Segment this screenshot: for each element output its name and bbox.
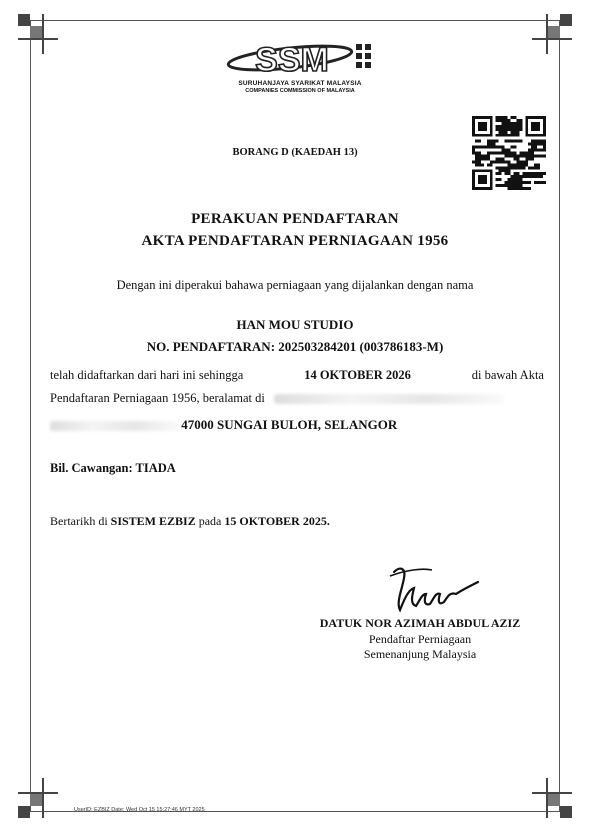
- dated-system: SISTEM EZBIZ: [110, 514, 196, 528]
- certificate-subtitle: AKTA PENDAFTARAN PERNIAGAAN 1956: [141, 233, 449, 249]
- body-line-2-start: Pendaftaran Perniagaan 1956, beralamat di: [50, 391, 265, 405]
- redacted-address-1: [274, 394, 504, 404]
- dated-prefix: Bertarikh di: [50, 514, 108, 528]
- intro-text: Dengan ini diperakui bahawa perniagaan yang dijalankan dengan nama: [116, 278, 474, 292]
- dated-line: [50, 514, 330, 529]
- redacted-address-2: [50, 421, 178, 431]
- form-reference: BORANG D (KAEDAH 13): [232, 147, 358, 158]
- body-line-1-start: telah didaftarkan dari hari ini sehingga: [50, 368, 244, 382]
- ssm-logo-mark: [220, 38, 380, 82]
- corner-ornament-bottom-right: [528, 774, 572, 818]
- corner-ornament-bottom-left: [18, 774, 62, 818]
- business-name: HAN MOU STUDIO: [236, 317, 354, 332]
- logo-line-2: COMPANIES COMMISSION OF MALAYSIA: [245, 88, 355, 94]
- logo-line-1: SURUHANJAYA SYARIKAT MALAYSIA: [238, 80, 362, 87]
- dated-mid: pada: [198, 514, 222, 528]
- body-line-1-end: di bawah Akta: [471, 368, 544, 382]
- corner-ornament-top-right: [528, 14, 572, 58]
- signature: [386, 560, 486, 620]
- address-city: 47000 SUNGAI BULOH, SELANGOR: [181, 417, 398, 432]
- dated-date: 15 OKTOBER 2025.: [224, 514, 330, 528]
- body-line-1: [50, 368, 544, 383]
- corner-ornament-top-left: [18, 14, 62, 58]
- signatory-title-1: Pendaftar Perniagaan: [368, 632, 472, 646]
- body-line-3: [50, 417, 544, 433]
- expiry-date: 14 OKTOBER 2026: [304, 368, 411, 382]
- registration-number: NO. PENDAFTARAN: 202503284201 (003786183-M): [146, 339, 444, 354]
- footer-metadata: UserID: EZBIZ Date: Wed Oct 15 15:27:46 MYT 2025: [74, 807, 205, 813]
- svg-text:SSM: SSM: [255, 41, 329, 79]
- branch-count: Bil. Cawangan: TIADA: [50, 461, 176, 475]
- signatory-name: DATUK NOR AZIMAH ABDUL AZIZ: [319, 616, 521, 630]
- ssm-logo: [220, 38, 380, 98]
- body-line-2: [50, 391, 544, 406]
- signatory-title-2: Semenanjung Malaysia: [363, 647, 477, 661]
- certificate-title: PERAKUAN PENDAFTARAN: [191, 211, 399, 227]
